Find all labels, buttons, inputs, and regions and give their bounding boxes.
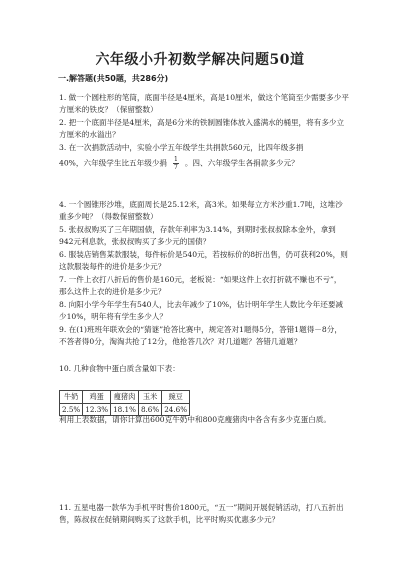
table-cell: 18.1% [111, 404, 139, 416]
question-11: 11. 五星电器一款华为手机平时售价1800元，“五一”期间开展促销活动，打八五折出售，陈叔叔在促销期间购买了这款手机，比平时购买优惠多少元？ [59, 503, 344, 524]
question-6: 6. 服装店销售某款服装，每件标价是540元，若按标价的8折出售，仍可获利20%，则这款服装每件的进价是多少元？ [59, 250, 348, 271]
question-3-pre: 40%，六年级学生比五年级少捐 [59, 158, 168, 168]
question-10-continued: 利用上表数据，请你计算出600克牛奶中和800克瘦猪肉中各含有多少克蛋白质。 [59, 415, 331, 424]
table-header-cell: 牛奶 [60, 391, 83, 404]
table-header-cell: 豌豆 [162, 391, 190, 404]
question-2: 2. 把一个底面半径是4厘米，高是6分米的铁制圆锥体放入盛满水的桶里，将有多少立方厘米的水溢出？ [59, 118, 345, 139]
fraction [173, 156, 179, 171]
question-3-line1: 3. 在一次捐款活动中，实验小学五年级学生共捐款560元，比四年级多捐 [59, 143, 304, 152]
table-header-cell: 玉米 [138, 391, 161, 404]
table-header-cell: 鸡蛋 [83, 391, 111, 404]
question-5: 5. 张叔叔购买了三年期国债，存款年利率为3.14%，到期时张叔叔除本金外，拿到942元利息款，张叔叔购买了多少元的国债？ [59, 225, 336, 246]
question-10: 10. 几种食物中蛋白质含量如下表： [59, 364, 180, 373]
table-cell: 24.6% [162, 404, 190, 416]
question-1: 1. 做一个圆柱形的笔筒，底面半径是4厘米，高是10厘米，做这个笔筒至少需要多少平方厘米的铁皮？（保留整数） [59, 93, 349, 114]
fraction-denominator: 7 [174, 164, 178, 171]
table-cell: 2.5% [60, 404, 83, 416]
question-8: 8. 向阳小学今年学生有540人，比去年减少了10%，估计明年学生人数比今年还要减少10%，明年将有学生多少人？ [59, 300, 344, 321]
section-header: 一.解答题(共50题，共286分) [58, 74, 169, 83]
table-header-row [60, 391, 190, 404]
question-4: 4. 一个圆锥形沙堆，底面周长是25.12米，高3米。如果每立方米沙重1.7吨，这堆沙重多少吨？（得数保留整数） [59, 200, 343, 221]
question-3-line2 [59, 156, 349, 171]
fraction-numerator: 1 [174, 156, 178, 163]
table-cell: 12.3% [83, 404, 111, 416]
question-7: 7. 一件上衣打八折后的售价是160元，老板说：“如果这件上衣打折就不赚也不亏”，那么这件上衣的进价是多少元？ [59, 275, 342, 296]
page-title: 六年级小升初数学解决问题50道 [95, 52, 305, 68]
question-9: 9. 在(1)班班年联欢会的“猜谜”抢答比赛中，规定答对1题得5分，答错1题得－8分，不答者得0分，淘淘共抢了12分，他抢答几次？对几道题？答错几道题？ [59, 325, 342, 346]
question-3-post: 。四、六年级学生各捐款多少元？ [184, 158, 299, 168]
table-header-cell: 瘦猪肉 [111, 391, 139, 404]
table-cell: 8.6% [138, 404, 161, 416]
